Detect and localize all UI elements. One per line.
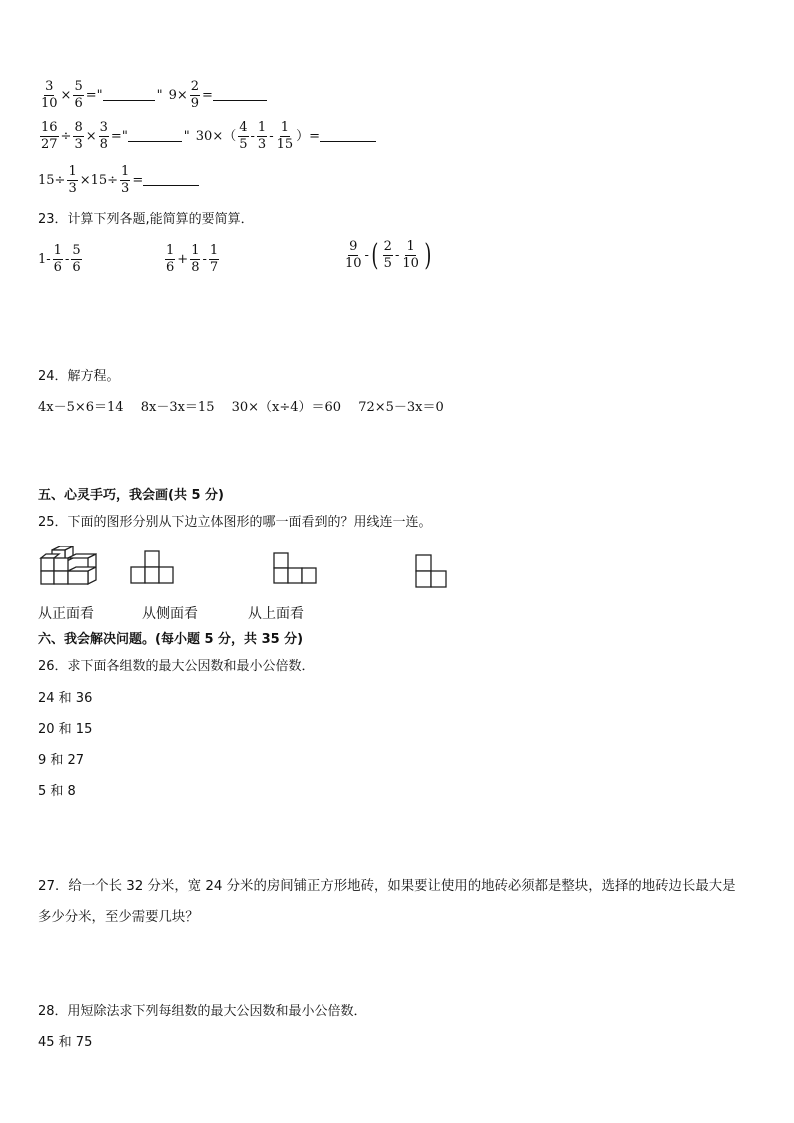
solid-figure-3d — [38, 546, 100, 586]
q23-expression-3: $\frac{9}{10}$ - ( $\frac{2}{5}$ - $\frac{1}{10}$ ) — [345, 237, 432, 273]
fraction: $\frac{8}{3}$ — [74, 120, 83, 152]
fraction: $\frac{1}{10}$ — [402, 239, 419, 271]
q26-item: 24 和 36 — [38, 691, 93, 706]
section-6-heading: 六、我会解决问题。(每小题 5 分，共 35 分) — [38, 632, 304, 647]
question-27-line-1: 27．给一个长 32 分米，宽 24 分米的房间铺正方形地砖，如果要让使用的地砖必须都是整块，选择的地砖边长最大是 — [38, 879, 736, 894]
fraction: $\frac{3}{10}$ — [41, 79, 58, 111]
answer-blank[interactable] — [103, 90, 155, 101]
answer-blank[interactable] — [128, 131, 182, 142]
fraction: $\frac{1}{15}$ — [276, 120, 294, 152]
calc-line-3: 15÷ $\frac{1}{3}$ ×15÷ $\frac{1}{3}$ = — [38, 165, 199, 196]
fraction: $\frac{1}{3}$ — [121, 164, 130, 196]
fraction: $\frac{1}{3}$ — [257, 120, 267, 152]
fraction: $\frac{16}{27}$ — [41, 120, 58, 152]
fraction: $\frac{2}{9}$ — [190, 79, 200, 111]
view-label-side: 从侧面看 — [142, 606, 198, 622]
fraction: $\frac{2}{5}$ — [383, 239, 392, 271]
fraction: $\frac{1}{7}$ — [209, 243, 219, 275]
q28-item: 45 和 75 — [38, 1035, 93, 1050]
fraction: $\frac{1}{6}$ — [166, 243, 175, 275]
fraction: $\frac{5}{6}$ — [72, 243, 81, 275]
q26-item: 20 和 15 — [38, 722, 93, 737]
q26-item: 9 和 27 — [38, 753, 85, 768]
question-26-title: 26．求下面各组数的最大公因数和最小公倍数． — [38, 659, 315, 674]
question-28-title: 28．用短除法求下列每组数的最大公因数和最小公倍数． — [38, 1004, 367, 1019]
fraction: $\frac{1}{3}$ — [68, 164, 77, 196]
answer-blank[interactable] — [213, 90, 267, 101]
view-figure-2 — [272, 551, 320, 587]
question-27-line-2: 多少分米，至少需要几块？ — [38, 910, 199, 925]
question-25-title: 25．下面的图形分别从下边立体图形的哪一面看到的？用线连一连。 — [38, 515, 432, 530]
fraction: $\frac{1}{6}$ — [53, 243, 62, 275]
question-24-title: 24．解方程。 — [38, 369, 120, 384]
fraction: $\frac{5}{6}$ — [74, 79, 83, 111]
answer-blank[interactable] — [143, 175, 199, 186]
view-label-front: 从正面看 — [38, 606, 94, 622]
calc-line-2: $\frac{16}{27}$ ÷ $\frac{8}{3}$ × $\frac{3}{8}$ =" " 30×（ $\frac{4}{5}$ - $\frac{1}{3}$ - $\frac{1}{15}$ ）= — [38, 121, 376, 152]
fraction: $\frac{4}{5}$ — [239, 120, 248, 152]
q23-expression-2: $\frac{1}{6}$ + $\frac{1}{8}$ - $\frac{1}{7}$ — [166, 243, 219, 275]
calc-line-1: $\frac{3}{10}$ × $\frac{5}{6}$ =" " 9× $\frac{2}{9}$ = — [38, 80, 267, 111]
fraction: $\frac{9}{10}$ — [345, 239, 362, 271]
view-figure-1 — [129, 549, 177, 587]
view-label-top: 从上面看 — [248, 606, 304, 622]
view-figure-3 — [413, 551, 449, 591]
q23-expression-1: 1- $\frac{1}{6}$ - $\frac{5}{6}$ — [38, 243, 81, 275]
q26-item: 5 和 8 — [38, 784, 76, 799]
answer-blank[interactable] — [320, 131, 376, 142]
question-23-title: 23．计算下列各题,能简算的要简算． — [38, 212, 254, 227]
fraction: $\frac{1}{8}$ — [191, 243, 200, 275]
fraction: $\frac{3}{8}$ — [99, 120, 108, 152]
section-5-heading: 五、心灵手巧，我会画(共 5 分) — [38, 488, 224, 503]
question-24-equations: 4x－5×6＝14 8x－3x＝15 30×（x÷4）＝60 72×5－3x＝0 — [38, 400, 444, 415]
